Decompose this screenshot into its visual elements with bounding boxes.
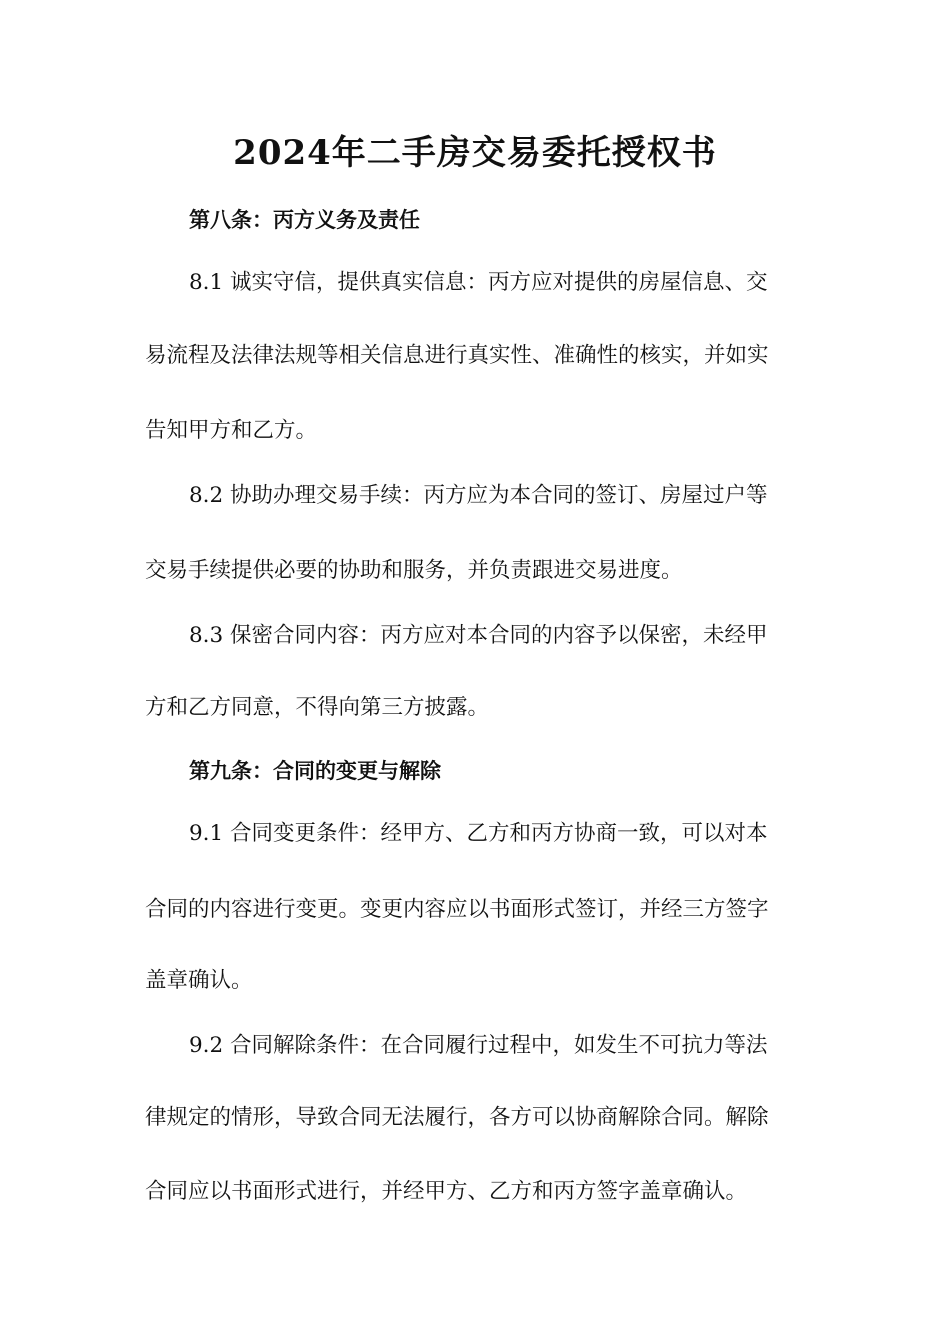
paragraph-line: 9.1 合同变更条件：经甲方、乙方和丙方协商一致，可以对本: [189, 821, 768, 846]
paragraph-line: 交易手续提供必要的协助和服务，并负责跟进交易进度。: [145, 558, 683, 583]
paragraph-line: 告知甲方和乙方。: [145, 418, 318, 443]
paragraph-line: 9.2 合同解除条件：在合同履行过程中，如发生不可抗力等法: [189, 1033, 768, 1058]
paragraph-line: 易流程及法律法规等相关信息进行真实性、准确性的核实，并如实: [145, 343, 769, 368]
paragraph-line: 8.1 诚实守信，提供真实信息：丙方应对提供的房屋信息、交: [189, 270, 768, 295]
paragraph-line: 合同应以书面形式进行，并经甲方、乙方和丙方签字盖章确认。: [145, 1179, 748, 1204]
paragraph-line: 合同的内容进行变更。变更内容应以书面形式签订，并经三方签字: [145, 897, 769, 922]
paragraph-line: 盖章确认。: [145, 968, 253, 993]
paragraph-line: 8.2 协助办理交易手续：丙方应为本合同的签订、房屋过户等: [189, 483, 768, 508]
section-heading: 第九条：合同的变更与解除: [189, 759, 441, 783]
paragraph-line: 方和乙方同意，不得向第三方披露。: [145, 695, 490, 720]
section-heading: 第八条：丙方义务及责任: [189, 208, 420, 232]
document-title: 2024年二手房交易委托授权书: [233, 133, 717, 173]
paragraph-line: 8.3 保密合同内容：丙方应对本合同的内容予以保密，未经甲: [189, 623, 768, 648]
paragraph-line: 律规定的情形，导致合同无法履行，各方可以协商解除合同。解除: [145, 1105, 769, 1130]
